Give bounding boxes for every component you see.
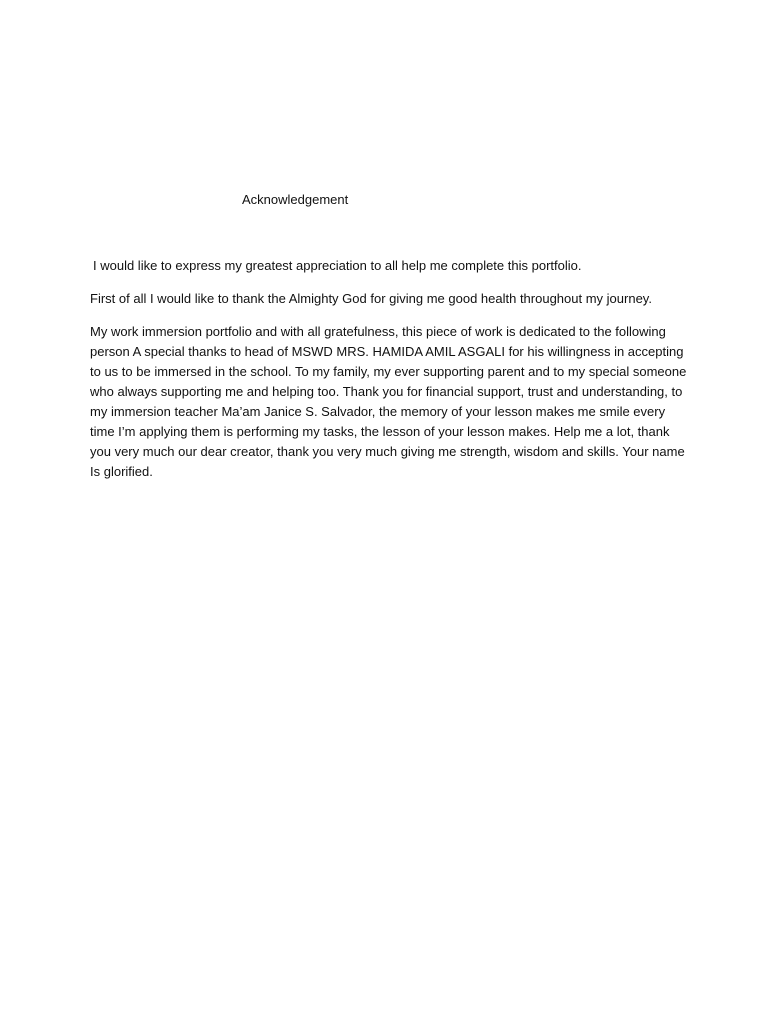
document-title: Acknowledgement bbox=[242, 192, 349, 207]
paragraph-thanks-god: First of all I would like to thank the Almighty God for giving me good health throughout my journey. bbox=[90, 291, 652, 306]
document-body bbox=[90, 256, 690, 495]
paragraph-dedication: My work immersion portfolio and with all gratefulness, this piece of work is dedicated to the following person A special thanks to head of MSWD MRS. HAMIDA AMIL ASGALI for his willingness in accepting to us to be immersed in the school. To my family, my ever supporting parent and to my special someone who always supporting me and helping too. Thank you for financial support, trust and understanding, to my immersion teacher Ma’am Janice S. Salvador, the memory of your lesson makes me smile every time I’m applying them is performing my tasks, the lesson of your lesson makes. Help me a lot, thank you very much our dear creator, thank you very much giving me strength, wisdom and skills. Your name Is glorified. bbox=[90, 324, 687, 479]
paragraph-appreciation: I would like to express my greatest appreciation to all help me complete this portfolio. bbox=[93, 258, 582, 273]
